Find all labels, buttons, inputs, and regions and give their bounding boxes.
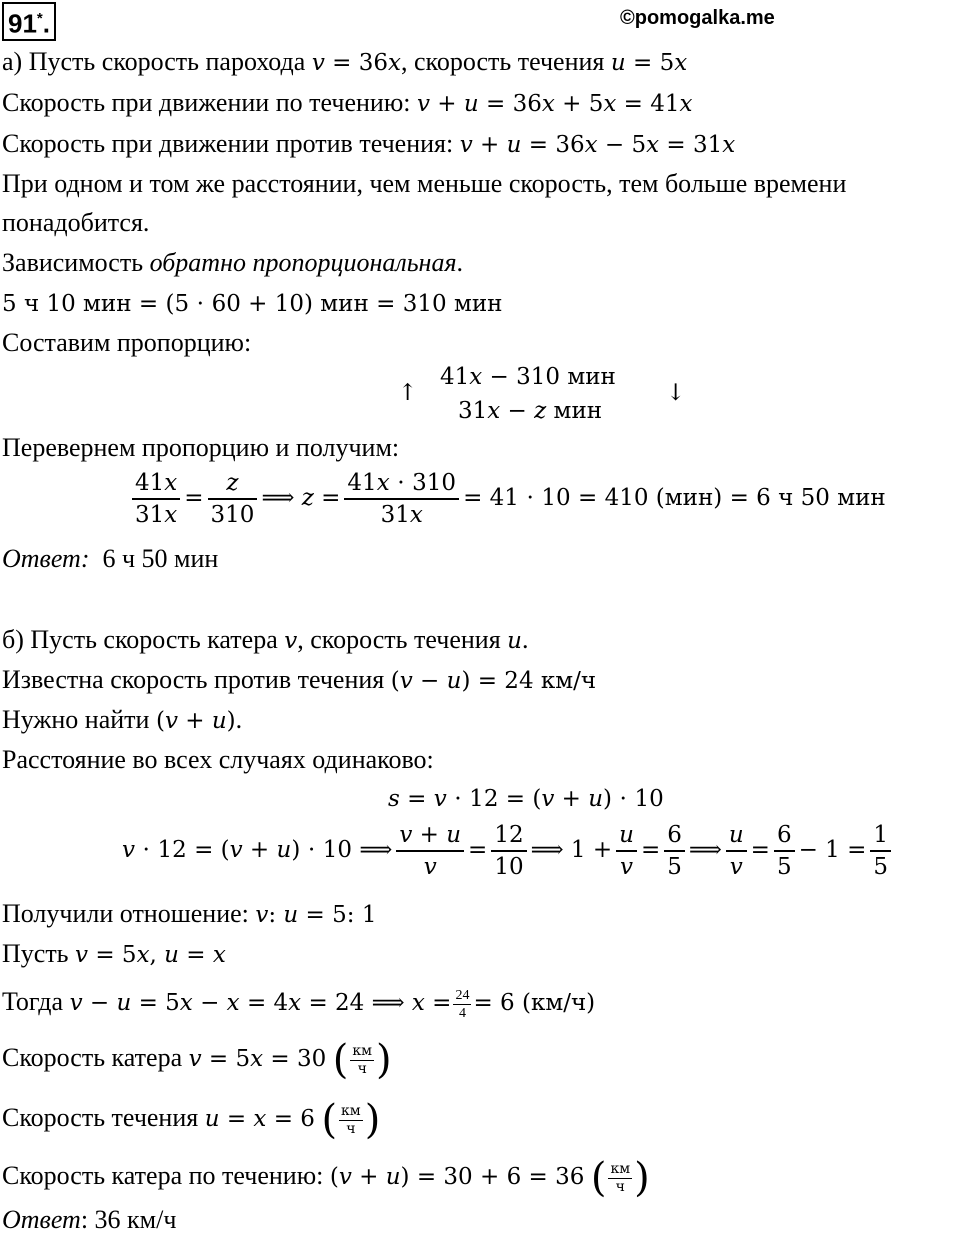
text: а) Пусть скорость парохода xyxy=(2,47,312,76)
math: 𝑣 = 5𝑥, 𝑢 = 𝑥 xyxy=(75,942,226,968)
part-a-line-9: Перевернем пропорцию и получим: xyxy=(2,433,400,462)
denominator: 31𝑥 xyxy=(135,502,178,528)
unit-kmh xyxy=(321,1097,381,1143)
part-b-line-2 xyxy=(2,664,596,697)
part-b-line-4: Расстояние во всех случаях одинаково: xyxy=(2,745,434,774)
math: 𝑣 + 𝑢 = 36𝑥 − 5𝑥 = 31𝑥 xyxy=(459,132,736,158)
fraction xyxy=(208,468,258,530)
denominator: 5 xyxy=(667,854,682,880)
text: Скорость катера xyxy=(2,1042,189,1072)
text: Скорость катера по течению: xyxy=(2,1160,330,1190)
part-b-line-3 xyxy=(2,704,242,737)
part-b-line-10 xyxy=(2,1155,650,1201)
math: (𝑣 + 𝑢) xyxy=(155,708,236,734)
inverse-proportion-equation xyxy=(128,468,886,530)
math: = 41 ⋅ 10 = 410 (мин) = 6 ч 50 мин xyxy=(463,485,886,511)
text: . xyxy=(235,705,243,734)
text: . xyxy=(456,248,464,277)
text: б) Пусть скорость катера xyxy=(2,625,285,654)
text: Скорость течения xyxy=(2,1102,205,1132)
numerator: 𝑢 xyxy=(726,820,747,852)
math: 𝑣 = 36𝑥 xyxy=(311,50,401,76)
answer-label: Ответ xyxy=(2,1205,81,1234)
problem-star-mark: * xyxy=(36,10,43,27)
problem-number: 91 xyxy=(8,8,37,39)
part-b-answer xyxy=(2,1204,176,1236)
text: Скорость при движении против течения: xyxy=(2,129,460,158)
numerator: 12 xyxy=(491,820,526,852)
fraction xyxy=(132,468,180,530)
answer-value: : 36 км/ч xyxy=(80,1205,177,1234)
part-a-line-1 xyxy=(2,46,687,79)
text: , скорость течения xyxy=(400,47,611,76)
text: Получили отношение: xyxy=(2,899,256,928)
math: 𝑢 = 5𝑥 xyxy=(610,50,688,76)
math: (𝑣 + 𝑢) = 30 + 6 = 36 xyxy=(329,1163,585,1190)
numerator: км xyxy=(341,1102,361,1119)
text: Известна скорость против течения xyxy=(2,665,391,694)
fraction xyxy=(774,820,795,882)
part-a-line-4: При одном и том же расстоянии, чем меньше скорость, тем больше времени xyxy=(2,169,847,198)
text: Зависимость xyxy=(2,248,150,277)
part-b-line-6 xyxy=(2,938,226,971)
unit-kmh xyxy=(332,1037,392,1083)
fraction xyxy=(396,820,464,882)
proportion-row-2: 31𝑥 − 𝑧 мин xyxy=(458,398,603,424)
denominator: 𝑣 xyxy=(729,854,743,880)
math: ⟹ xyxy=(688,837,722,863)
math: ⟹ 𝑧 = xyxy=(261,485,341,511)
numerator: км xyxy=(352,1042,373,1059)
numerator: 𝑢 xyxy=(616,820,637,852)
denominator: 10 xyxy=(494,854,524,880)
part-b-line-9 xyxy=(2,1097,381,1143)
answer-label: Ответ: xyxy=(2,544,90,573)
math: = xyxy=(468,837,488,863)
numerator: 1 xyxy=(870,820,891,852)
part-b-line-8 xyxy=(2,1037,392,1083)
part-b-line-1 xyxy=(2,624,528,657)
numerator: 6 xyxy=(664,820,685,852)
watermark: ©pomogalka.me xyxy=(620,7,775,29)
text: Тогда xyxy=(2,987,70,1016)
math: 5 ч 10 мин = (5 ⋅ 60 + 10) мин = 310 мин xyxy=(2,291,503,317)
math: = xyxy=(184,485,204,511)
math: ⟹ 1 + xyxy=(530,837,613,863)
denominator: 31𝑥 xyxy=(380,502,423,528)
denominator: ч xyxy=(357,1060,367,1077)
numerator: км xyxy=(610,1160,631,1177)
paren: ( xyxy=(321,1097,338,1143)
fraction xyxy=(870,820,891,882)
text: . xyxy=(521,625,529,654)
denominator: 310 xyxy=(210,502,255,528)
part-b-line-7 xyxy=(2,986,595,1022)
paren: ) xyxy=(376,1037,392,1083)
numerator: 41𝑥 ⋅ 310 xyxy=(344,468,459,500)
paren: ( xyxy=(590,1155,607,1201)
fraction xyxy=(726,820,747,882)
paren: ) xyxy=(634,1155,650,1201)
answer-value: 6 ч 50 мин xyxy=(102,544,219,573)
text: Пусть xyxy=(2,939,76,968)
part-a-line-7 xyxy=(2,287,503,320)
prop-arrow-down-icon: ↓ xyxy=(666,380,686,406)
paren: ) xyxy=(364,1097,381,1143)
text: Нужно найти xyxy=(2,705,156,734)
math: 𝑢 = 𝑥 = 6 xyxy=(204,1105,315,1132)
math: 𝑣 xyxy=(284,628,298,654)
numerator: 6 xyxy=(774,820,795,852)
part-a-line-3 xyxy=(2,128,735,161)
denominator: 5 xyxy=(873,854,889,880)
math: 𝑣 + 𝑢 = 36𝑥 + 5𝑥 = 41𝑥 xyxy=(416,91,693,117)
small-fraction xyxy=(350,1043,374,1078)
numerator: 41𝑥 xyxy=(132,468,180,500)
denominator: 𝑣 xyxy=(620,854,634,880)
prop-arrow-up-icon: ↑ xyxy=(398,380,418,406)
math: 𝑣 ⋅ 12 = (𝑣 + 𝑢) ⋅ 10 ⟹ xyxy=(122,837,393,863)
problem-number-dot: . xyxy=(42,8,50,39)
paren: ( xyxy=(332,1037,349,1083)
denominator: 4 xyxy=(458,1005,466,1021)
small-fraction xyxy=(453,987,471,1022)
math: − 1 = xyxy=(798,837,867,863)
unit-kmh xyxy=(590,1155,650,1201)
part-a-line-8: Составим пропорцию: xyxy=(2,328,252,357)
ratio-equation xyxy=(122,820,895,882)
math: (𝑣 − 𝑢) = 24 км/ч xyxy=(390,668,597,694)
proportion-row-1: 41𝑥 − 310 мин xyxy=(440,364,616,390)
italic-text: обратно пропорциональная xyxy=(149,248,457,277)
fraction xyxy=(616,820,637,882)
numerator: 𝑣 + 𝑢 xyxy=(396,820,464,852)
math: 𝑣 − 𝑢 = 5𝑥 − 𝑥 = 4𝑥 = 24 ⟹ 𝑥 = xyxy=(69,990,452,1016)
denominator: 5 xyxy=(776,854,792,880)
part-a-line-2 xyxy=(2,87,692,120)
small-fraction xyxy=(608,1161,632,1196)
denominator: ч xyxy=(346,1120,356,1137)
part-a-line-6 xyxy=(2,247,463,279)
problem-number-box xyxy=(2,2,56,41)
numerator: 24 xyxy=(455,987,470,1003)
fraction xyxy=(491,820,526,882)
math: 𝑢 xyxy=(507,628,522,654)
part-a-answer xyxy=(2,543,218,575)
text: Скорость при движении по течению: xyxy=(2,88,417,117)
math: = 6 (км/ч) xyxy=(473,990,596,1016)
distance-equation: 𝑠 = 𝑣 ⋅ 12 = (𝑣 + 𝑢) ⋅ 10 xyxy=(388,786,664,812)
fraction xyxy=(344,468,459,530)
part-b-line-5 xyxy=(2,898,376,931)
small-fraction xyxy=(339,1103,363,1138)
denominator: 𝑣 xyxy=(423,854,437,880)
fraction xyxy=(664,820,685,882)
math: 𝑣 = 5𝑥 = 30 xyxy=(188,1045,327,1072)
denominator: ч xyxy=(615,1178,625,1195)
math: 𝑣: 𝑢 = 5: 1 xyxy=(255,902,377,928)
math: = xyxy=(640,837,661,863)
math: = xyxy=(750,837,770,863)
text: , скорость течения xyxy=(297,625,508,654)
part-a-line-5: понадобится. xyxy=(2,208,150,237)
numerator: 𝑧 xyxy=(208,468,258,500)
